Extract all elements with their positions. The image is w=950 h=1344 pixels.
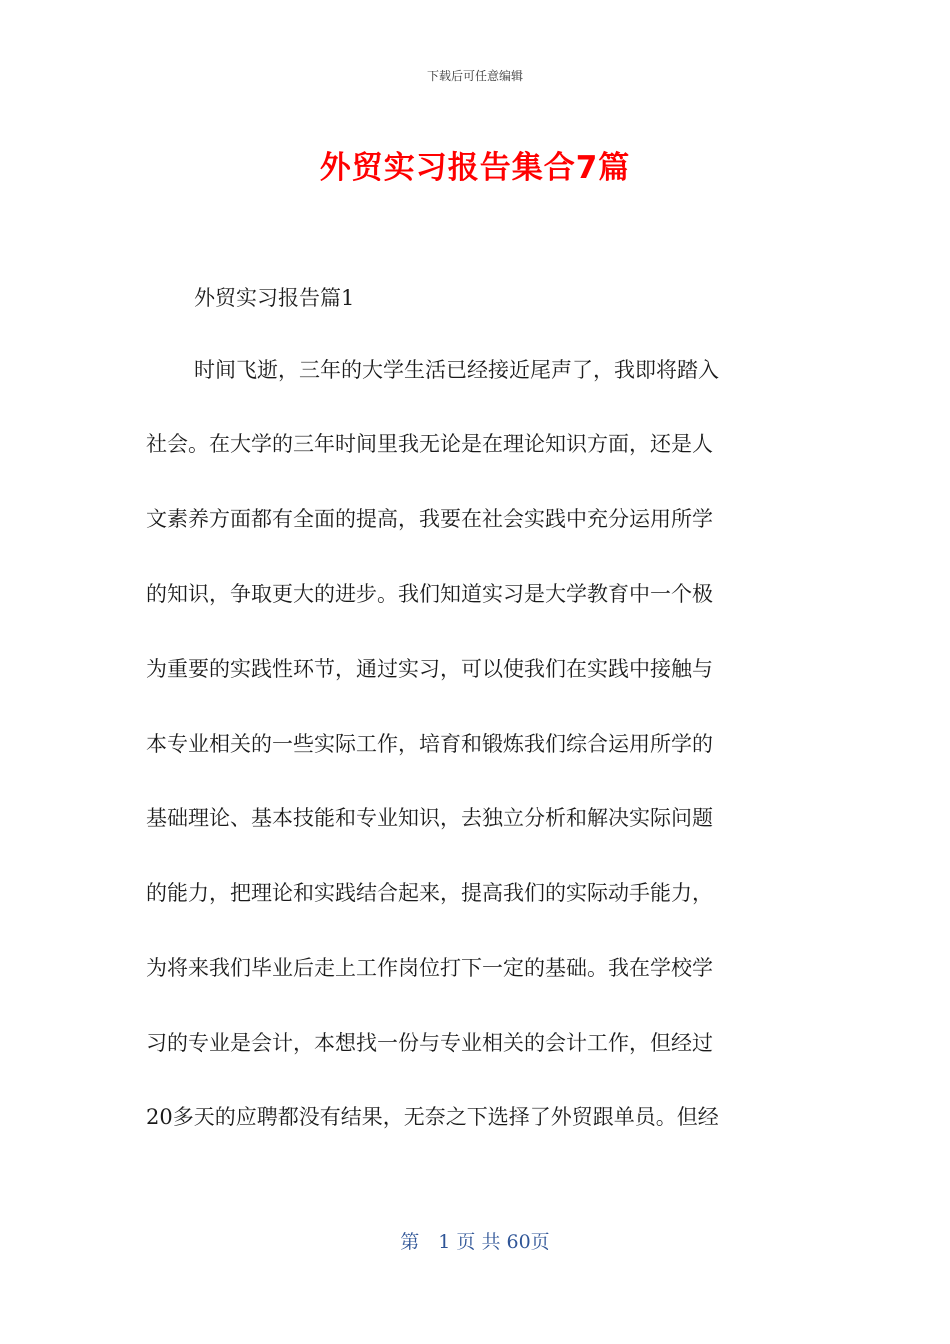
paragraph-line: 的知识，争取更大的进步。我们知道实习是大学教育中一个极 xyxy=(146,582,713,606)
paragraph-line: 为重要的实践性环节，通过实习，可以使我们在实践中接触与 xyxy=(146,657,713,681)
paragraph-line: 20多天的应聘都没有结果，无奈之下选择了外贸跟单员。但经 xyxy=(146,1105,719,1129)
header-note: 下载后可任意编辑 xyxy=(426,69,523,83)
page-number: 第 1 页 共 60页 xyxy=(400,1231,550,1253)
paragraph-line: 习的专业是会计，本想找一份与专业相关的会计工作，但经过 xyxy=(146,1031,713,1055)
paragraph-line: 文素养方面都有全面的提高，我要在社会实践中充分运用所学 xyxy=(146,507,713,531)
paragraph-line: 本专业相关的一些实际工作，培育和锻炼我们综合运用所学的 xyxy=(146,732,713,756)
paragraph-line: 的能力，把理论和实践结合起来，提高我们的实际动手能力， xyxy=(146,881,713,905)
paragraph-line: 为将来我们毕业后走上工作岗位打下一定的基础。我在学校学 xyxy=(146,956,713,980)
paragraph-line: 社会。在大学的三年时间里我无论是在理论知识方面，还是人 xyxy=(146,432,713,456)
section-heading: 外贸实习报告篇1 xyxy=(194,286,355,310)
document-title: 外贸实习报告集合7篇 xyxy=(319,150,631,186)
paragraph-line: 基础理论、基本技能和专业知识，去独立分析和解决实际问题 xyxy=(146,806,713,830)
paragraph-line: 时间飞逝，三年的大学生活已经接近尾声了，我即将踏入 xyxy=(194,358,719,382)
